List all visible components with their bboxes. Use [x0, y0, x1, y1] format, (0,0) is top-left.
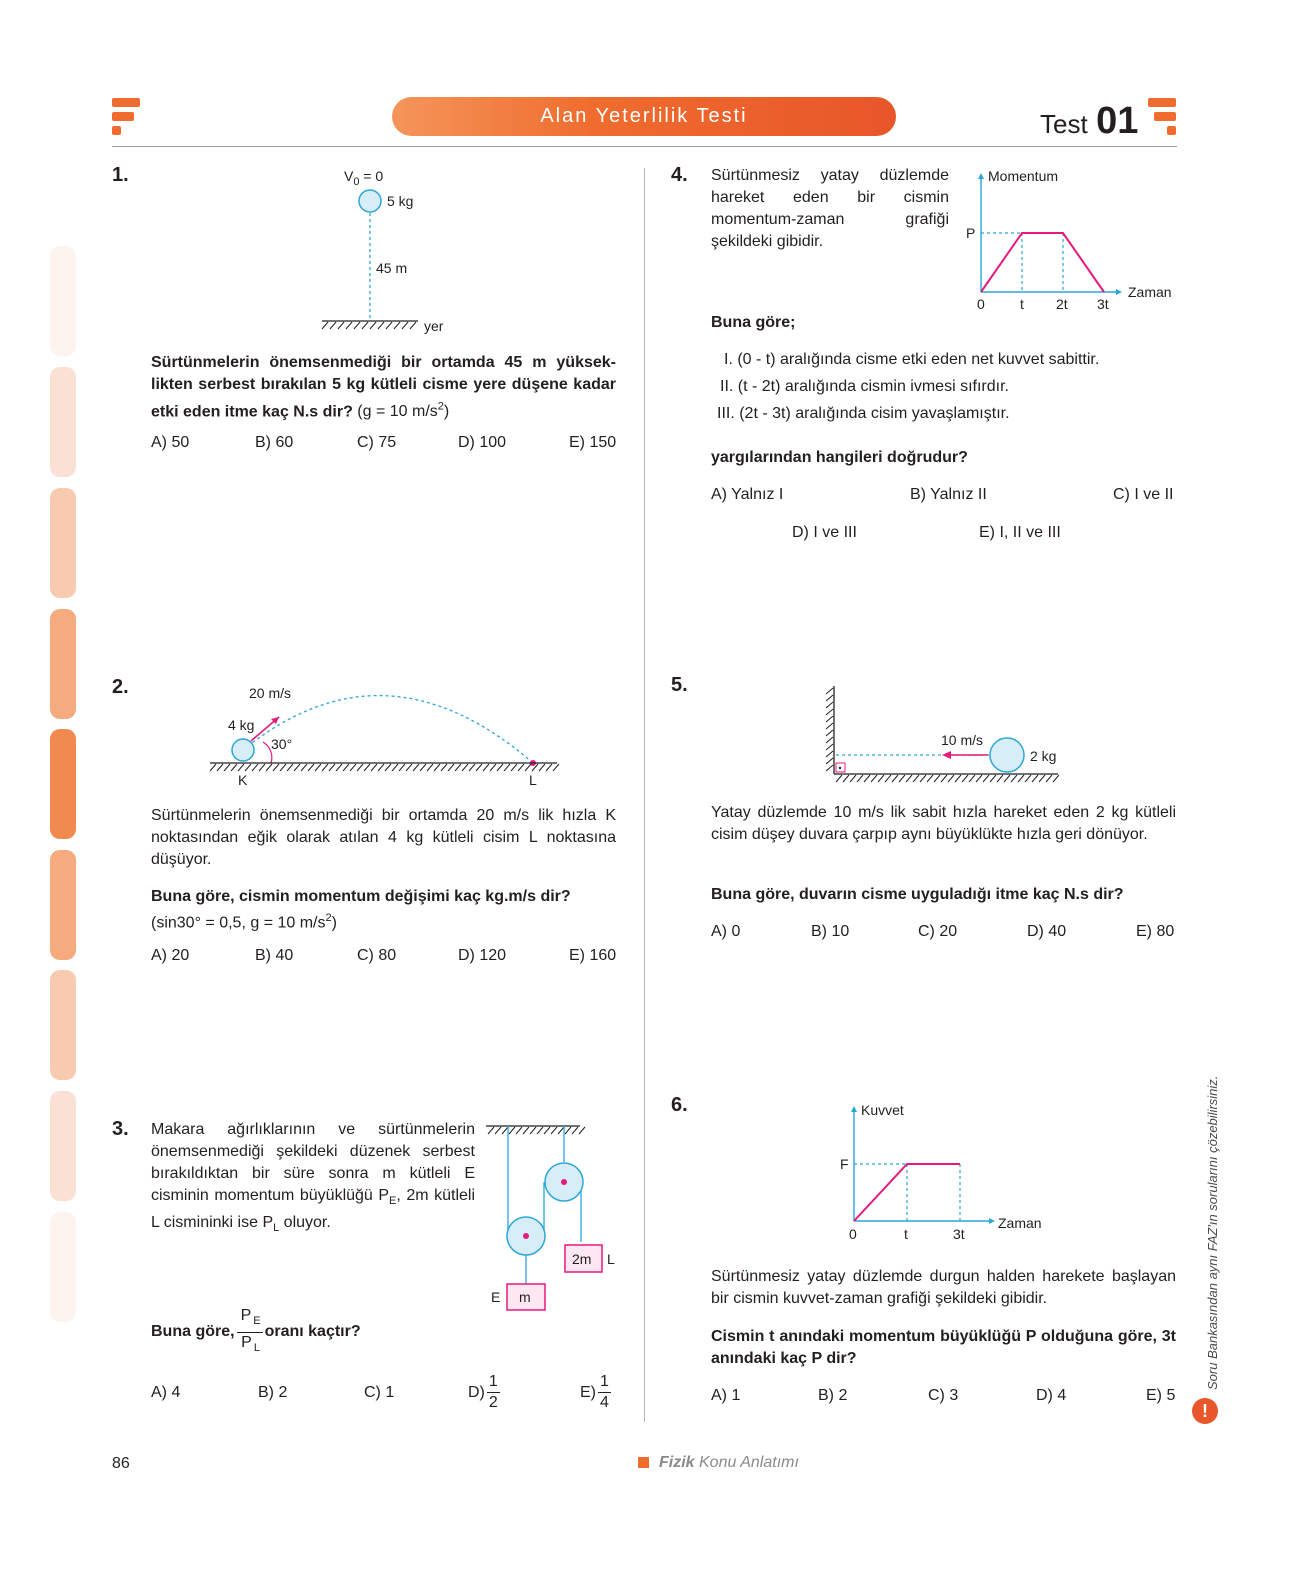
- question-number: 4.: [671, 164, 688, 186]
- point-l-label: L: [529, 772, 537, 788]
- point-k-label: K: [238, 772, 248, 788]
- y-axis-arrow: [978, 173, 984, 179]
- chart2-xtick: 0: [849, 1226, 857, 1242]
- question-text: Yatay düzlemde 10 m/s lik sabit hızla hareket eden 2 kg kütleli cisim düşey duvara çarpıp aynı büyüklükte hızla geri dönüyor.: [711, 804, 1176, 843]
- side-note: Soru Bankasından aynı FAZ'ın sorularını çözebilirsiniz.: [1205, 1075, 1220, 1390]
- option-e[interactable]: E) 150: [569, 434, 617, 451]
- chart1-ytick: P: [966, 225, 976, 241]
- option-b[interactable]: B) 2: [818, 1387, 848, 1404]
- question-number: 2.: [112, 676, 129, 698]
- test-number: 01: [1096, 100, 1139, 142]
- mass-label: 2 kg: [1030, 748, 1057, 764]
- angle-label: 30°: [271, 736, 293, 752]
- option-b[interactable]: B) Yalnız II: [910, 486, 987, 503]
- option-e[interactable]: E) 160: [569, 947, 617, 964]
- initial-velocity-label: $V_0 = 0$: [344, 168, 384, 188]
- option-e[interactable]: E) 80: [1136, 923, 1175, 940]
- option-a[interactable]: A) 4: [151, 1384, 181, 1401]
- option-e[interactable]: E) I, II ve III: [979, 524, 1061, 541]
- height-label: 45 m: [376, 260, 408, 276]
- question-number: 5.: [671, 674, 688, 696]
- option-d[interactable]: D) 120: [458, 947, 507, 964]
- question-prompt: Cismin t anındaki momentum büyüklüğü P olduğuna göre, 3t anındaki kaç P dir?: [711, 1328, 1176, 1367]
- chart1-xtick: t: [1020, 296, 1024, 312]
- footer-square-icon: [638, 1457, 649, 1468]
- side-tab: [50, 970, 76, 1080]
- side-tab: [50, 1212, 76, 1322]
- option-e[interactable]: E) $\frac{1}{4}$: [580, 1373, 609, 1411]
- question-text: Sürtünmesiz yatay düzlemde durgun halden harekete başlayan bir cismin kuvvet-zaman grafiği şekildeki gibidir.: [711, 1268, 1176, 1307]
- option-d[interactable]: D) 4: [1036, 1387, 1067, 1404]
- chart2-ytick: F: [840, 1156, 849, 1172]
- page-number: 86: [112, 1455, 130, 1472]
- option-a[interactable]: A) 50: [151, 434, 190, 451]
- option-b[interactable]: B) 2: [258, 1384, 288, 1401]
- question-prompt: Buna göre, duvarın cisme uyguladığı itme kaç N.s dir?: [711, 886, 1124, 903]
- question-text: Sürtünmesiz yatay düzlemde hareket eden bir cismin momentum-zaman grafiği şekildeki gibidir.: [711, 167, 949, 250]
- statement-3: III. (2t - 3t) aralığında cisim yavaşlamıştır.: [717, 405, 1010, 422]
- body-l-label: L: [607, 1251, 615, 1267]
- option-a[interactable]: A) 0: [711, 923, 741, 940]
- side-tab: [50, 1091, 76, 1201]
- option-c[interactable]: C) 80: [357, 947, 397, 964]
- box-m-label: m: [519, 1289, 531, 1305]
- side-tab: [50, 609, 76, 719]
- option-d[interactable]: D) $\frac{1}{2}$: [468, 1373, 498, 1411]
- chart1-xtick: 2t: [1056, 296, 1068, 312]
- question-number: 1.: [112, 164, 129, 186]
- info-badge-icon: !: [1192, 1398, 1218, 1424]
- header-rule: [112, 146, 1177, 147]
- question-text: Sürtünmelerin önemsenmediği bir ortamda 45 m yükseklikten serbest bırakılan 5 kg kütleli cisme yere düşene kadar etki eden itme kaç N.s dir? (g = 10 $m/s^2$): [151, 354, 616, 421]
- option-c[interactable]: C) 1: [364, 1384, 395, 1401]
- option-d[interactable]: D) I ve III: [792, 524, 857, 541]
- option-b[interactable]: B) 60: [255, 434, 294, 451]
- question-prompt: Buna göre, cismin momentum değişimi kaç kg.m/s dir?: [151, 888, 571, 905]
- chart2-xtick: 3t: [953, 1226, 965, 1242]
- chart1-ylabel: Momentum: [988, 168, 1059, 184]
- brand-logo-right: [1148, 98, 1178, 136]
- question-number: 6.: [671, 1094, 688, 1116]
- x-axis-arrow: [989, 1218, 995, 1224]
- mass-label: 5 kg: [387, 193, 414, 209]
- option-c[interactable]: C) 3: [928, 1387, 959, 1404]
- side-tab: [50, 246, 76, 356]
- question-text: Sürtünmelerin önemsenmediği bir ortamda 20 m/s lik hızla K noktasından eğik olarak atılan 4 kg kütleli cisim L noktasına düşüyor.: [151, 807, 616, 868]
- given-values: (sin30° = 0,5, g = 10 $m/s^2$): [151, 912, 337, 932]
- chart1-xlabel: Zaman: [1128, 284, 1172, 300]
- option-c[interactable]: C) 20: [918, 923, 958, 940]
- question-prompt: Buna göre;: [711, 314, 796, 331]
- footer-book-title: Fizik Konu Anlatımı: [638, 1454, 799, 1472]
- option-e[interactable]: E) 5: [1146, 1387, 1176, 1404]
- speed-label: 20 m/s: [249, 685, 292, 701]
- speed-label: 10 m/s: [941, 732, 984, 748]
- option-d[interactable]: D) 100: [458, 434, 507, 451]
- header-banner: [392, 97, 896, 136]
- chart1-xtick: 0: [977, 296, 985, 312]
- side-tab: [50, 850, 76, 960]
- test-label: [1040, 100, 1138, 140]
- series-line-momentum: [981, 233, 1104, 292]
- side-tab: [50, 367, 76, 477]
- brand-logo-left: [112, 98, 142, 136]
- q1-figure: [300, 165, 480, 340]
- option-b[interactable]: B) 40: [255, 947, 294, 964]
- ground-label: yer: [424, 318, 444, 334]
- chart2-xtick: t: [904, 1226, 908, 1242]
- option-b[interactable]: B) 10: [811, 923, 850, 940]
- body-e-label: E: [491, 1289, 501, 1305]
- column-divider: [644, 168, 645, 1422]
- option-a[interactable]: A) 1: [711, 1387, 741, 1404]
- test-word: Test: [1040, 109, 1088, 139]
- banner-title: Alan Yeterlilik Testi: [540, 105, 748, 127]
- option-d[interactable]: D) 40: [1027, 923, 1067, 940]
- statement-1: I. (0 - t) aralığında cisme etki eden net kuvvet sabittir.: [724, 351, 1100, 368]
- statement-2: II. (t - 2t) aralığında cismin ivmesi sıfırdır.: [720, 378, 1009, 395]
- question-prompt-end: yargılarından hangileri doğrudur?: [711, 449, 968, 466]
- momentum-ratio-fraction: $\frac{P _E}{P _L}$: [237, 1306, 263, 1357]
- mass-label: 4 kg: [228, 717, 255, 733]
- question-text: Makara ağırlıklarının ve sürtünmelerin önemsenmediği şekildeki düzenek serbest bırakıldıktan bir süre sonra m kütleli E cisminin momentum büyüklüğü $P_E$, 2m kütleli L cismininki ise $P_L$ oluyor.: [151, 1121, 476, 1235]
- x-axis-arrow: [1116, 289, 1122, 295]
- question-number: 3.: [112, 1118, 129, 1140]
- option-c[interactable]: C) 75: [357, 434, 397, 451]
- side-tab: [50, 488, 76, 598]
- chart2-xlabel: Zaman: [998, 1215, 1042, 1231]
- chart1-xtick: 3t: [1097, 296, 1109, 312]
- option-c[interactable]: C) I ve II: [1113, 486, 1174, 503]
- chart2-ylabel: Kuvvet: [861, 1102, 904, 1118]
- force-time-chart: [835, 1100, 1005, 1230]
- q3-pulley-figure: [480, 1118, 630, 1318]
- box-2m-label: 2m: [572, 1251, 592, 1267]
- y-axis-arrow: [851, 1106, 857, 1112]
- option-a[interactable]: A) 20: [151, 947, 190, 964]
- option-a[interactable]: A) Yalnız I: [711, 486, 784, 503]
- question-prompt: Buna göre, $\frac{P _E}{P _L}$ oranı kaçtır?: [151, 1305, 361, 1359]
- side-tab: [50, 729, 76, 839]
